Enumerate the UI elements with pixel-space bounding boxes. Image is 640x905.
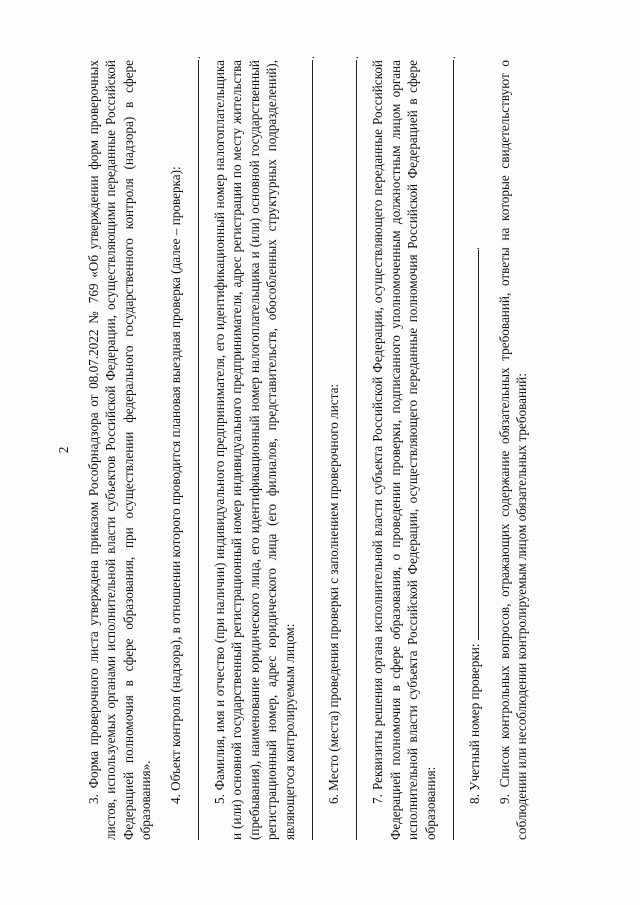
fill-line-registration-number	[466, 250, 479, 640]
rotated-sheet	[56, 56, 555, 840]
fill-line-mark: .	[467, 246, 483, 251]
fill-line-mark: .	[346, 56, 362, 60]
fill-line-object	[188, 56, 204, 840]
page-number: 2	[56, 446, 71, 454]
fill-line-place	[346, 56, 362, 840]
fill-line-controlled-person	[302, 56, 318, 840]
paragraph-9: 9. Список контрольных вопросов, отражающих содержание обязательных требований, ответы на которые свидетельствуют о соблюдении или несоблюдении контролируемым лицом обязательных требований:	[496, 60, 529, 840]
fill-line-mark: .	[188, 56, 204, 60]
paragraph-4: 4. Объект контроля (надзора), в отношении которого проводится плановая выездная проверка (далее – проверка):	[167, 166, 183, 804]
paragraph-8	[466, 60, 483, 840]
paragraph-3: 3. Форма проверочного листа утверждена приказом Рособрнадзора от 08.07.2022 № 769 «Об утверждении форм проверочных листов, используемых органами исполнительной власти субъектов Российской Федерации, осуществляющими переданные Российской Федерацией полномочия в сфере образования, при осуществлении федерального государственного контроля (надзора) в сфере образования».	[86, 60, 154, 840]
fill-line-mark: .	[443, 56, 459, 60]
fill-line-mark: .	[302, 56, 318, 60]
paragraph-7: 7. Реквизиты решения органа исполнительной власти субъекта Российской Федерации, осуществляющего переданные Российской Федерацией полномочия в сфере образования, о проведении проверки, подписанного уполномоченным должностным лицом органа исполнительной власти субъекта Российской Федерации, осуществляющего переданные полномочия Российской Федерацией в сфере образования:	[370, 60, 438, 840]
paragraph-8-label: 8. Учетный номер проверки:	[467, 643, 483, 804]
paragraph-5: 5. Фамилия, имя и отчество (при наличии) индивидуального предпринимателя, его идентификационный номер налогоплательщика и (или) основной государственный регистрационный номер индивидуального предпринимателя, адрес регистрации по месту жительства (пребывания), наименование юридического лица, его идентификационный номер налогоплательщика и (или) основной государственный регистрационный номер, адрес юридического лица (его филиалов, представительств, обособленных структурных подразделений), являющегося контролируемым лицом:	[212, 60, 297, 840]
fill-line-decision	[443, 56, 459, 840]
paragraph-6: 6. Место (места) проведения проверки с заполнением проверочного листа:	[326, 383, 342, 804]
